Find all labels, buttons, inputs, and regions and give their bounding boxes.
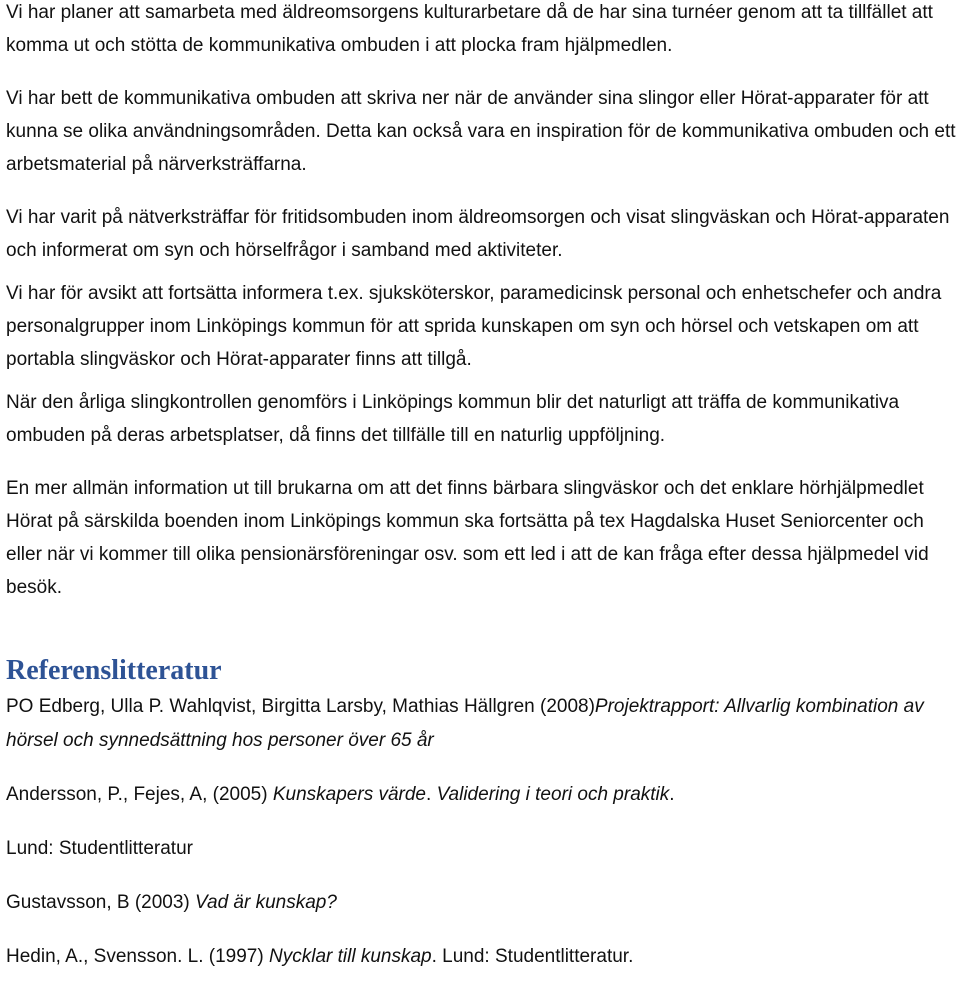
reference-list: [6, 690, 958, 974]
reference-authors: Hedin, A., Svensson. L. (1997): [6, 946, 269, 967]
reference-item: [6, 778, 958, 812]
reference-end: .: [669, 784, 675, 805]
paragraph-user-information: En mer allmän information ut till brukarna om att det finns bärbara slingväskor och det enklare hörhjälpmedlet Hörat på särskilda boenden inom Linköpings kommun ska fortsätta på tex Hagdalska Huset Seniorcenter och eller när vi kommer till olika pensionärsföreningar osv. som ett led i att de kan fråga efter dessa hjälpmedel vid besök.: [6, 478, 929, 598]
reference-title: Nycklar till kunskap: [269, 946, 432, 967]
paragraph-cultural-workers: Vi har planer att samarbeta med äldreomsorgens kulturarbetare då de har sina turnéer genom att ta tillfället att komma ut och stötta de kommunikativa ombuden i att plocka fram hjälpmedlen.: [6, 2, 933, 56]
reference-separator: .: [426, 784, 437, 805]
reference-subtitle: Validering i teori och praktik: [436, 784, 670, 805]
references-heading: Referenslitteratur: [6, 655, 222, 686]
reference-end: . Lund: Studentlitteratur.: [431, 946, 634, 967]
paragraph-future-information: Vi har för avsikt att fortsätta informera t.ex. sjuksköterskor, paramedicinsk personal och enhetschefer och andra personalgrupper inom Linköpings kommun för att sprida kunskapen om syn och hörsel och vetskapen om att portabla slingväskor och Hörat-apparater finns att tillgå.: [6, 283, 942, 370]
reference-publisher: Lund: Studentlitteratur: [6, 838, 193, 859]
paragraph-hearing-loops: Vi har bett de kommunikativa ombuden att skriva ner när de använder sina slingor eller Hörat-apparater för att kunna se olika användningsområden. Detta kan också vara en inspiration för de kommunikativa ombuden och ett arbetsmaterial på närverksträffarna.: [6, 88, 956, 175]
reference-item: [6, 940, 958, 974]
reference-item: [6, 832, 958, 866]
reference-authors: PO Edberg, Ulla P. Wahlqvist, Birgitta Larsby, Mathias Hällgren (2008): [6, 696, 595, 717]
reference-item: [6, 886, 958, 920]
reference-title: Kunskapers värde: [272, 784, 427, 805]
document-page: [6, 0, 958, 974]
reference-authors: Andersson, P., Fejes, A, (2005): [6, 784, 273, 805]
reference-title: Vad är kunskap?: [195, 892, 337, 913]
reference-item: [6, 690, 958, 758]
paragraph-network-meetings: Vi har varit på nätverksträffar för fritidsombuden inom äldreomsorgen och visat slingväskan och Hörat-apparaten och informerat om syn och hörselfrågor i samband med aktiviteter.: [6, 207, 950, 261]
reference-authors: Gustavsson, B (2003): [6, 892, 196, 913]
paragraph-annual-loop-check: När den årliga slingkontrollen genomförs i Linköpings kommun blir det naturligt att träffa de kommunikativa ombuden på deras arbetsplatser, då finns det tillfälle till en naturlig uppföljning.: [6, 392, 900, 446]
reference-title: Projektrapport: Allvarlig kombination av hörsel och synnedsättning hos personer över 65 år: [6, 696, 924, 751]
